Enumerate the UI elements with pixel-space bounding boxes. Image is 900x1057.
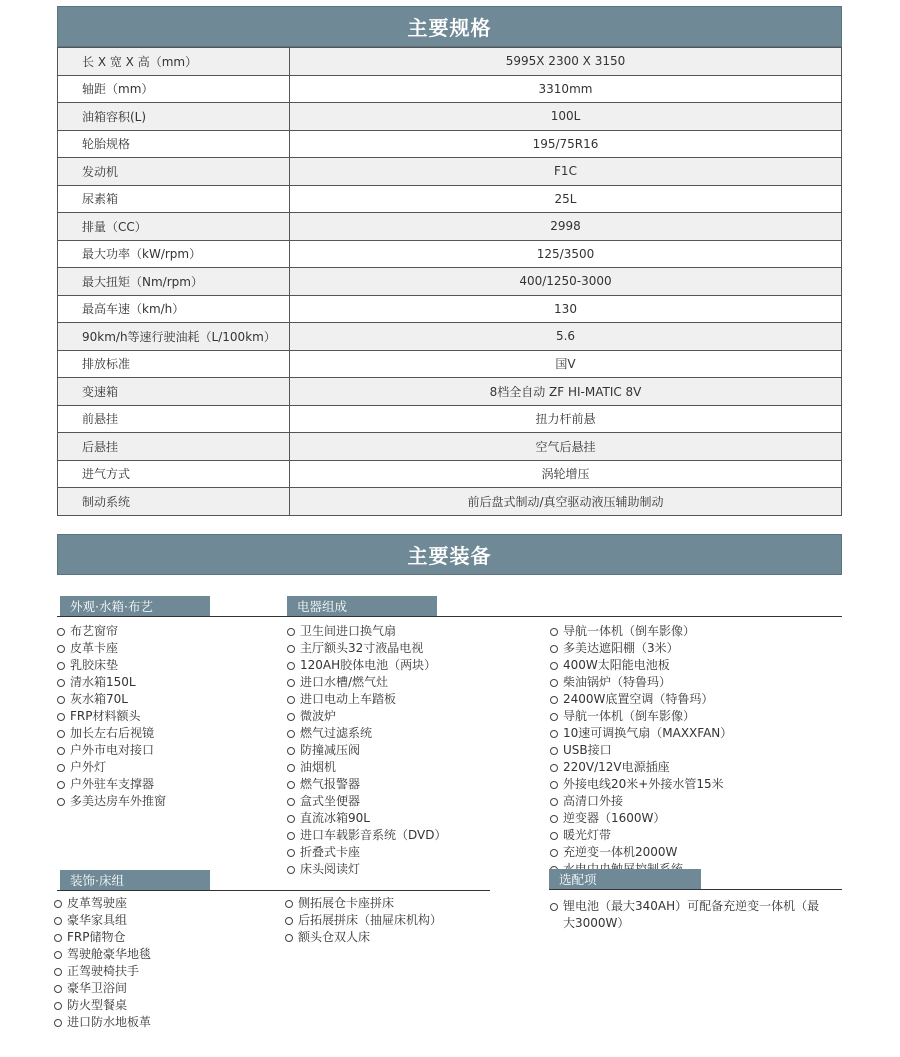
spec-value: 5995X 2300 X 3150	[290, 48, 842, 76]
spec-row	[58, 350, 842, 378]
list-item: 进口电动上车踏板	[285, 691, 446, 708]
list-item: USB接口	[548, 742, 732, 759]
spec-value: 国V	[290, 350, 842, 378]
spec-value: 25L	[290, 185, 842, 213]
options-header: 选配项	[549, 869, 701, 889]
list-item: 油烟机	[285, 759, 446, 776]
list-item: 220V/12V电源插座	[548, 759, 732, 776]
list-item: 后拓展拼床（抽屉床机构）	[283, 912, 442, 929]
spec-value: 130	[290, 295, 842, 323]
spec-row	[58, 405, 842, 433]
options-list	[548, 898, 823, 932]
list-item: 床头阅读灯	[285, 861, 446, 878]
exterior-header: 外观·水箱·布艺	[60, 596, 210, 616]
list-item: 侧拓展仓卡座拼床	[283, 895, 442, 912]
spec-label: 进气方式	[58, 460, 290, 488]
spec-label: 尿素箱	[58, 185, 290, 213]
list-item: 主厅额头32寸液晶电视	[285, 640, 446, 657]
list-item: FRP储物仓	[52, 929, 151, 946]
spec-label: 制动系统	[58, 488, 290, 516]
decor-bed-header: 装饰·床组	[60, 870, 210, 890]
spec-row	[58, 460, 842, 488]
list-item: 400W太阳能电池板	[548, 657, 732, 674]
list-item: 盒式坐便器	[285, 793, 446, 810]
spec-value: 扭力杆前悬	[290, 405, 842, 433]
spec-value: 8档全自动 ZF HI-MATIC 8V	[290, 378, 842, 406]
list-item: 豪华家具组	[52, 912, 151, 929]
list-item: 120AH胶体电池（两块）	[285, 657, 446, 674]
spec-label: 90km/h等速行驶油耗（L/100km）	[58, 323, 290, 351]
list-item: 高清口外接	[548, 793, 732, 810]
list-item: 户外驻车支撑器	[55, 776, 166, 793]
spec-row	[58, 75, 842, 103]
spec-label: 轮胎规格	[58, 130, 290, 158]
spec-label: 发动机	[58, 158, 290, 186]
spec-row	[58, 213, 842, 241]
spec-value: 195/75R16	[290, 130, 842, 158]
spec-label: 排量（CC）	[58, 213, 290, 241]
spec-value: 100L	[290, 103, 842, 131]
list-item: 进口水槽/燃气灶	[285, 674, 446, 691]
list-item: 多美达房车外推窗	[55, 793, 166, 810]
exterior-list	[55, 623, 166, 810]
list-item: 燃气报警器	[285, 776, 446, 793]
list-item: 豪华卫浴间	[52, 980, 151, 997]
spec-label: 长 X 宽 X 高（mm）	[58, 48, 290, 76]
spec-row	[58, 268, 842, 296]
list-item: 导航一体机（倒车影像）	[548, 708, 732, 725]
spec-row	[58, 185, 842, 213]
spec-row	[58, 488, 842, 516]
spec-label: 后悬挂	[58, 433, 290, 461]
list-item: 防火型餐桌	[52, 997, 151, 1014]
list-item: 乳胶床垫	[55, 657, 166, 674]
spec-row	[58, 323, 842, 351]
spec-value: F1C	[290, 158, 842, 186]
spec-label: 油箱容积(L)	[58, 103, 290, 131]
list-item: 导航一体机（倒车影像）	[548, 623, 732, 640]
spec-label: 最大功率（kW/rpm）	[58, 240, 290, 268]
list-item: 直流冰箱90L	[285, 810, 446, 827]
spec-row	[58, 103, 842, 131]
list-item: 暖光灯带	[548, 827, 732, 844]
list-item: FRP材料额头	[55, 708, 166, 725]
spec-row	[58, 295, 842, 323]
electrical-list	[285, 623, 446, 878]
decor-bed-list-right	[283, 895, 442, 946]
spec-label: 变速箱	[58, 378, 290, 406]
list-item: 驾驶舱豪华地毯	[52, 946, 151, 963]
list-item: 柴油锅炉（特鲁玛）	[548, 674, 732, 691]
spec-value: 3310mm	[290, 75, 842, 103]
list-item: 锂电池（最大340AH）可配备充逆变一体机（最大3000W）	[548, 898, 823, 932]
list-item: 加长左右后视镜	[55, 725, 166, 742]
spec-value: 125/3500	[290, 240, 842, 268]
options-divider	[549, 889, 842, 890]
list-item: 逆变器（1600W）	[548, 810, 732, 827]
spec-value: 前后盘式制动/真空驱动液压辅助制动	[290, 488, 842, 516]
list-item: 皮革卡座	[55, 640, 166, 657]
list-item: 灰水箱70L	[55, 691, 166, 708]
list-item: 清水箱150L	[55, 674, 166, 691]
spec-row	[58, 240, 842, 268]
list-item: 燃气过滤系统	[285, 725, 446, 742]
list-item: 正驾驶椅扶手	[52, 963, 151, 980]
spec-row	[58, 433, 842, 461]
list-item: 充逆变一体机2000W	[548, 844, 732, 861]
list-item: 布艺窗帘	[55, 623, 166, 640]
list-item: 多美达遮阳棚（3米）	[548, 640, 732, 657]
list-item: 10速可调换气扇（MAXXFAN）	[548, 725, 732, 742]
spec-value: 空气后悬挂	[290, 433, 842, 461]
spec-value: 400/1250-3000	[290, 268, 842, 296]
decor-bed-list	[52, 895, 151, 1031]
list-item: 皮革驾驶座	[52, 895, 151, 912]
list-item: 2400W底置空调（特鲁玛）	[548, 691, 732, 708]
spec-value: 涡轮增压	[290, 460, 842, 488]
spec-label: 排放标准	[58, 350, 290, 378]
list-item: 折叠式卡座	[285, 844, 446, 861]
list-item: 卫生间进口换气扇	[285, 623, 446, 640]
spec-row	[58, 48, 842, 76]
spec-section-title: 主要规格	[57, 6, 842, 47]
list-item: 进口车载影音系统（DVD）	[285, 827, 446, 844]
spec-row	[58, 130, 842, 158]
equipment-section-title: 主要装备	[57, 534, 842, 575]
list-item: 户外市电对接口	[55, 742, 166, 759]
list-item: 外接电线20米+外接水管15米	[548, 776, 732, 793]
list-item: 进口防水地板革	[52, 1014, 151, 1031]
spec-label: 前悬挂	[58, 405, 290, 433]
spec-label: 轴距（mm）	[58, 75, 290, 103]
spec-value: 5.6	[290, 323, 842, 351]
spec-table	[57, 47, 842, 516]
electrical-header: 电器组成	[287, 596, 437, 616]
list-item: 微波炉	[285, 708, 446, 725]
list-item: 户外灯	[55, 759, 166, 776]
equipment-divider-top	[57, 616, 842, 617]
spec-label: 最大扭矩（Nm/rpm）	[58, 268, 290, 296]
spec-row	[58, 158, 842, 186]
decor-bed-divider	[57, 890, 490, 891]
spec-row	[58, 378, 842, 406]
features-list	[548, 623, 732, 878]
spec-value: 2998	[290, 213, 842, 241]
list-item: 额头仓双人床	[283, 929, 442, 946]
list-item: 防撞减压阀	[285, 742, 446, 759]
spec-label: 最高车速（km/h）	[58, 295, 290, 323]
